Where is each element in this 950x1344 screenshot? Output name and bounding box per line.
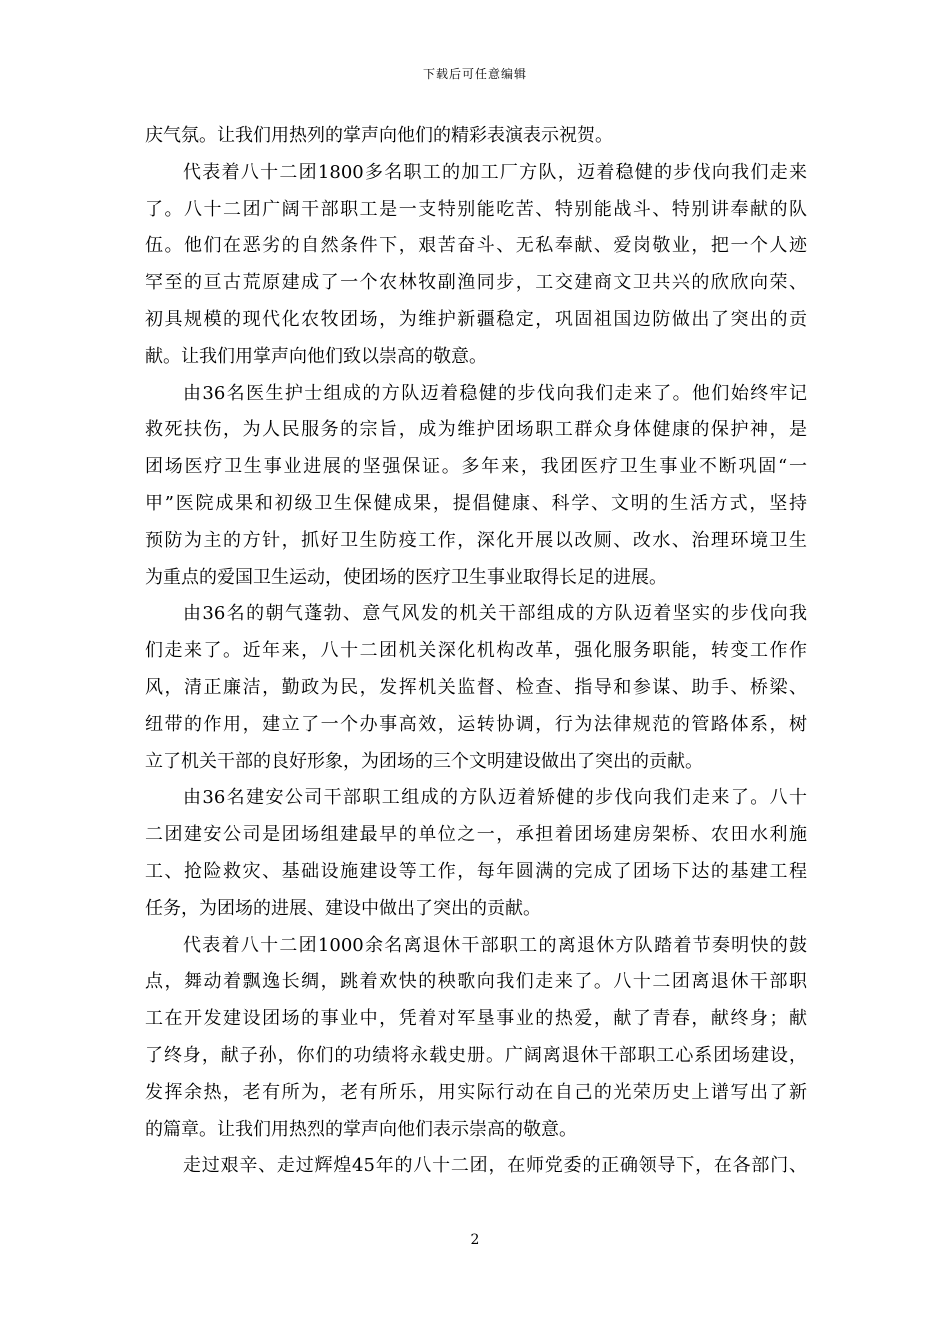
text-line: 纽带的作用，建立了一个办事高效，运转协调，行为法律规范的管路体系，树 [145, 713, 807, 735]
text-line: 由36名的朝气蓬勃、意气风发的机关干部组成的方队迈着坚实的步伐向我 [183, 603, 807, 625]
text-line: 点，舞动着飘逸长绸，跳着欢快的秧歌向我们走来了。八十二团离退休干部职 [145, 971, 807, 993]
text-line: 的篇章。让我们用热烈的掌声向他们表示崇高的敬意。 [145, 1118, 577, 1140]
text-line: 庆气氛。让我们用热列的掌声向他们的精彩表演表示祝贺。 [145, 125, 613, 146]
text-line: 由36名建安公司干部职工组成的方队迈着矫健的步伐向我们走来了。八十 [183, 787, 807, 809]
text-line: 走过艰辛、走过辉煌45年的八十二团，在师党委的正确领导下，在各部门、 [183, 1155, 807, 1177]
text-line: 救死扶伤，为人民服务的宗旨，成为维护团场职工群众身体健康的保护神，是 [145, 419, 807, 441]
paragraph [145, 118, 807, 155]
text-line: 立了机关干部的良好形象，为团场的三个文明建设做出了突出的贡献。 [145, 750, 703, 772]
text-line: 代表着八十二团1800多名职工的加工厂方队，迈着稳健的步伐向我们走来 [183, 161, 807, 183]
text-line: 预防为主的方针，抓好卫生防疫工作，深化开展以改厕、改水、治理环境卫生 [145, 529, 807, 551]
text-line: 工在开发建设团场的事业中，凭着对军垦事业的热爱，献了青春，献终身；献 [145, 1008, 807, 1030]
text-line: 工、抢险救灾、基础设施建设等工作，每年圆满的完成了团场下达的基建工程 [145, 860, 807, 882]
paragraph [145, 155, 807, 376]
text-line: 为重点的爱国卫生运动，使团场的医疗卫生事业取得长足的进展。 [145, 566, 667, 588]
paragraph [145, 928, 807, 1149]
document-body [145, 118, 807, 1185]
paragraph [145, 1148, 807, 1185]
text-line: 们走来了。近年来，八十二团机关深化机构改革，强化服务职能，转变工作作 [145, 640, 807, 662]
text-line: 任务，为团场的进展、建设中做出了突出的贡献。 [145, 897, 541, 919]
page-number: 2 [470, 1232, 480, 1248]
text-line: 团场医疗卫生事业进展的坚强保证。多年来，我团医疗卫生事业不断巩固“一 [145, 456, 807, 478]
paragraph [145, 780, 807, 927]
text-line: 风，清正廉洁，勤政为民，发挥机关监督、检查、指导和参谋、助手、桥梁、 [145, 676, 807, 698]
text-line: 代表着八十二团1000余名离退休干部职工的离退休方队踏着节奏明快的鼓 [183, 934, 807, 956]
text-line: 罕至的亘古荒原建成了一个农林牧副渔同步，工交建商文卫共兴的欣欣向荣、 [145, 272, 807, 294]
text-line: 由36名医生护士组成的方队迈着稳健的步伐向我们走来了。他们始终牢记 [183, 382, 807, 404]
paragraph [145, 596, 807, 780]
paragraph [145, 376, 807, 597]
text-line: 发挥余热，老有所为，老有所乐，用实际行动在自己的光荣历史上谱写出了新 [145, 1081, 807, 1103]
text-line: 伍。他们在恶劣的自然条件下，艰苦奋斗、无私奉献、爱岗敬业，把一个人迹 [145, 235, 807, 257]
text-line: 了终身，献子孙，你们的功绩将永载史册。广阔离退休干部职工心系团场建设， [145, 1044, 807, 1066]
text-line: 甲”医院成果和初级卫生保健成果，提倡健康、科学、文明的生活方式，坚持 [145, 492, 807, 514]
text-line: 了。八十二团广阔干部职工是一支特别能吃苦、特别能战斗、特别讲奉献的队 [145, 198, 807, 220]
text-line: 献。让我们用掌声向他们致以崇高的敬意。 [145, 345, 487, 367]
text-line: 初具规模的现代化农牧团场，为维护新疆稳定，巩固祖国边防做出了突出的贡 [145, 308, 807, 330]
page-header: 下载后可任意编辑 [422, 67, 527, 81]
text-line: 二团建安公司是团场组建最早的单位之一，承担着团场建房架桥、农田水利施 [145, 824, 807, 846]
